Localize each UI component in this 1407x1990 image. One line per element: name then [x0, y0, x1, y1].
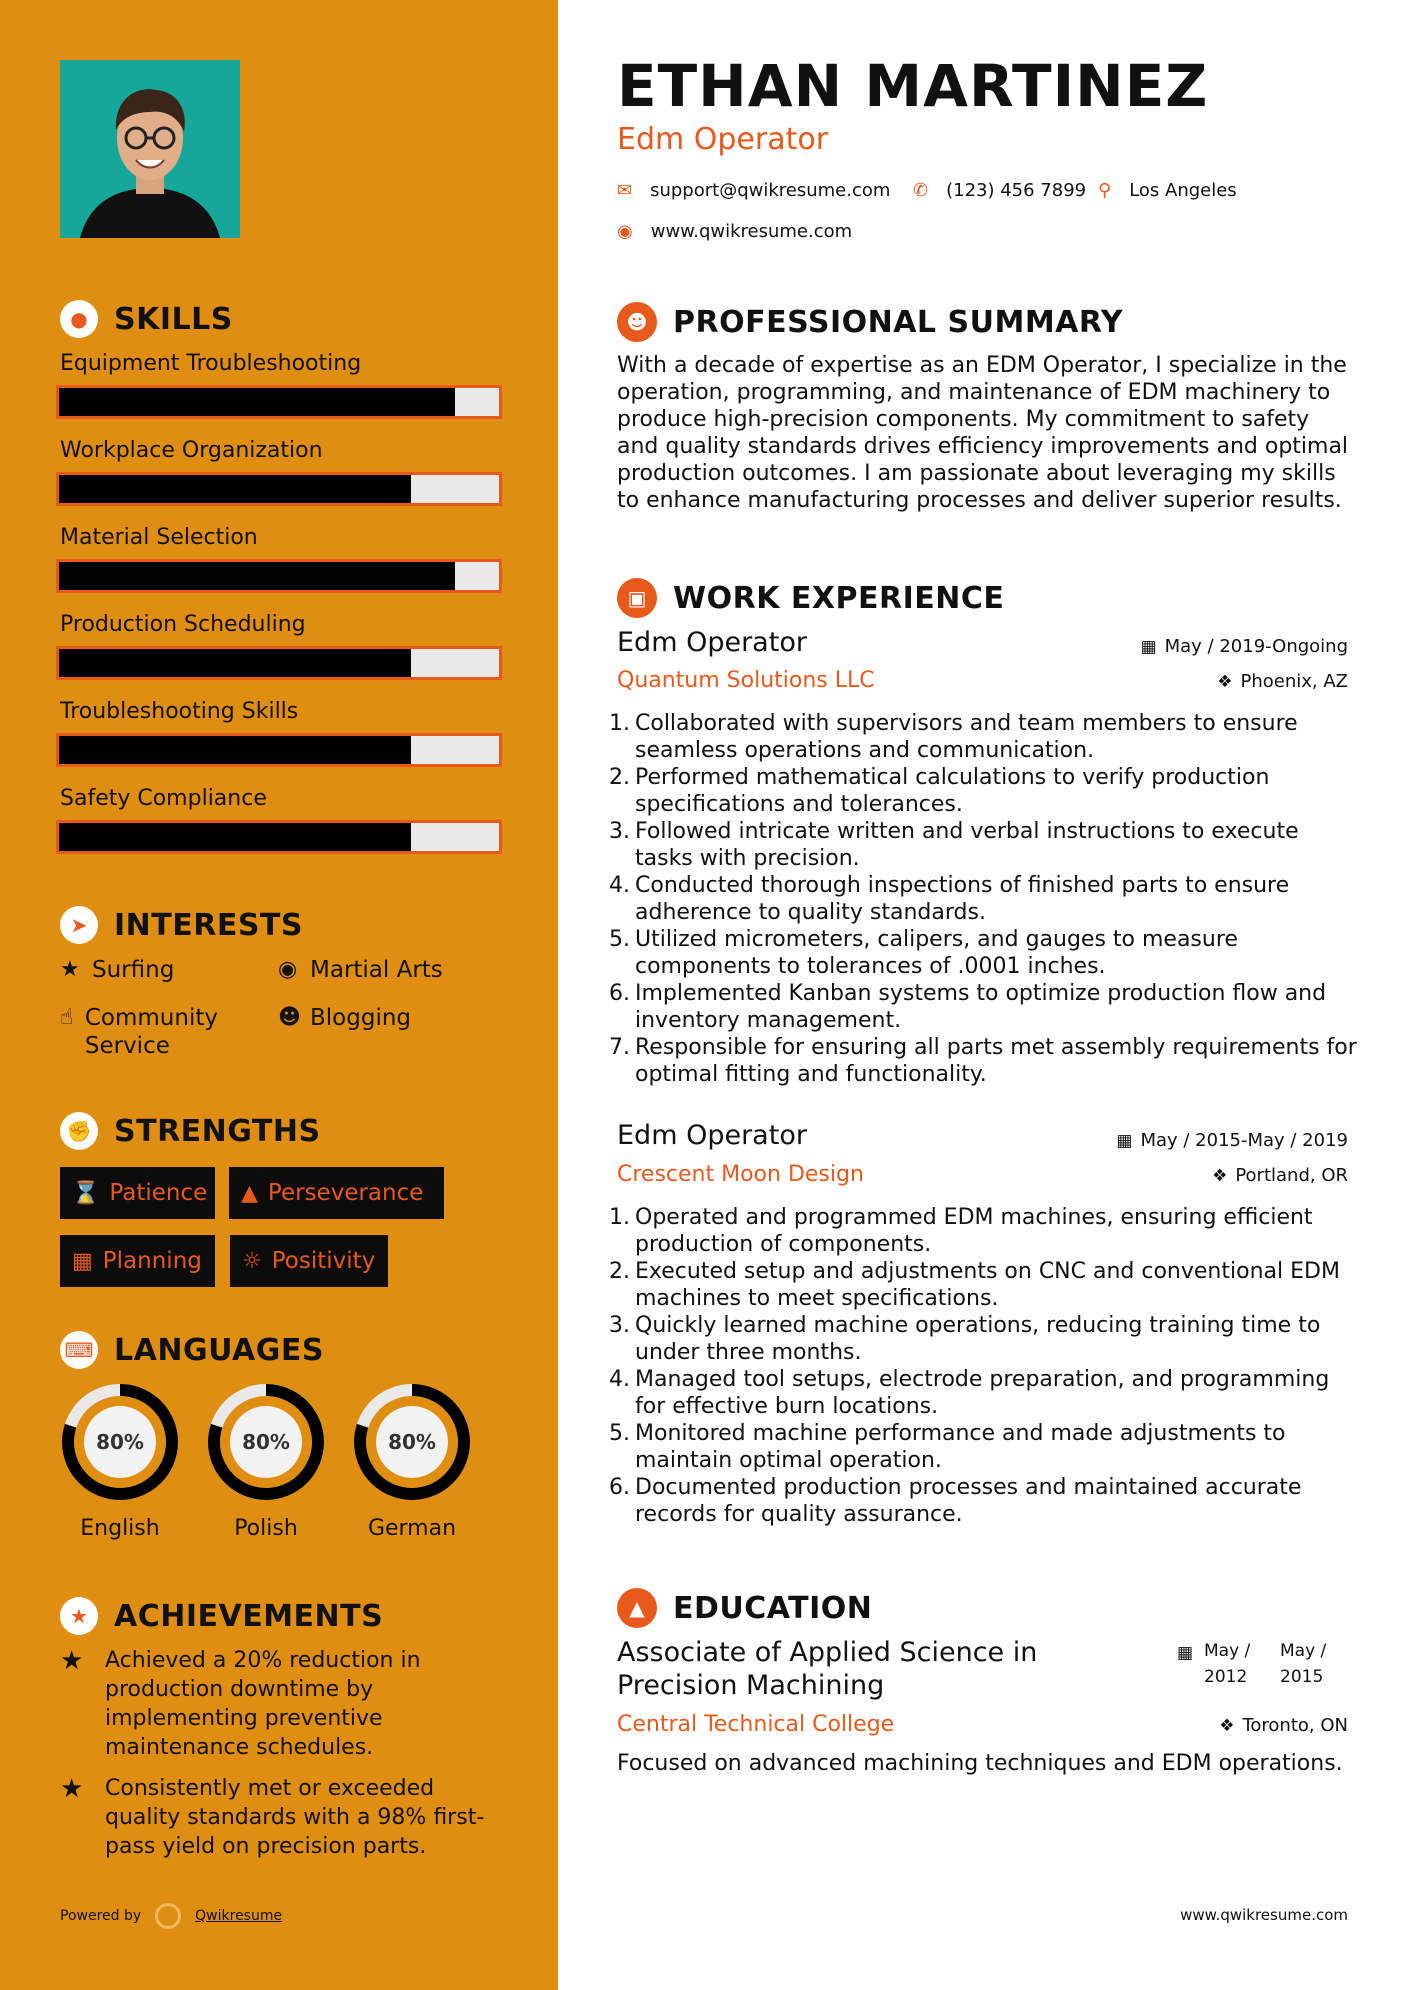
profile-photo	[60, 60, 240, 238]
globe-icon: ◉	[617, 221, 633, 242]
envelope-icon: ✉	[617, 180, 633, 201]
contact-location	[1098, 180, 1237, 201]
users-icon: ☻	[278, 1005, 301, 1030]
duty-item: Performed mathematical calculations to verify production specifications and tolerances.	[635, 765, 1270, 817]
strength-badge	[60, 1235, 215, 1287]
language-name: German	[367, 1516, 457, 1541]
language-percent: 80%	[388, 1430, 436, 1454]
phone-icon: ✆	[913, 180, 929, 201]
star-icon: ★	[60, 957, 80, 982]
edu-location	[1219, 1715, 1348, 1736]
skill-label: Safety Compliance	[60, 786, 267, 811]
experience-heading	[617, 578, 1004, 618]
pin-icon: ❖	[1217, 671, 1233, 692]
job-dates	[1141, 636, 1348, 657]
language-percent: 80%	[96, 1430, 144, 1454]
duty-item: Followed intricate written and verbal instructions to execute tasks with precision.	[635, 819, 1299, 871]
job-dates-text: May / 2015-May / 2019	[1140, 1130, 1348, 1151]
duty-item: Executed setup and adjustments on CNC and conventional EDM machines to meet specifications.	[635, 1259, 1340, 1311]
email-text[interactable]: support@qwikresume.com	[650, 180, 891, 201]
strength-badge	[229, 1167, 444, 1219]
job-company: Quantum Solutions LLC	[617, 668, 875, 693]
briefcase-icon: ▣	[617, 578, 657, 618]
sun-icon: ☼	[242, 1248, 262, 1274]
pin-icon: ❖	[1212, 1165, 1228, 1186]
interest-label: Surfing	[92, 957, 175, 983]
experience-title: WORK EXPERIENCE	[673, 580, 1005, 616]
languages-title: LANGUAGES	[114, 1332, 324, 1368]
skill-bar	[56, 472, 502, 506]
shooting-star-icon: ★	[60, 1646, 84, 1676]
skill-bar	[56, 559, 502, 593]
contact-email	[617, 180, 890, 201]
edu-end-date: May / 2015	[1280, 1641, 1327, 1687]
graduation-icon: ▲	[617, 1588, 657, 1628]
language-name: English	[80, 1516, 160, 1541]
powered-by-label: Powered by	[60, 1908, 142, 1924]
shooting-star-icon: ★	[60, 1774, 84, 1804]
fist-icon: ✊	[60, 1112, 98, 1150]
strength-badge	[230, 1235, 388, 1287]
education-heading	[617, 1588, 872, 1628]
degree-title: Associate of Applied Science in Precision Machining	[617, 1637, 1038, 1701]
duty-item: Utilized micrometers, calipers, and gauges to measure components to tolerances of .0001 inches.	[635, 927, 1238, 979]
strength-label: Patience	[109, 1180, 208, 1206]
achievements-title: ACHIEVEMENTS	[114, 1598, 384, 1634]
duty-item: Managed tool setups, electrode preparation, and programming for effective burn locations.	[635, 1367, 1330, 1419]
skill-bar	[56, 385, 502, 419]
job-title: Edm Operator	[617, 627, 807, 658]
language-ring	[350, 1380, 474, 1504]
hand-icon: ☝	[60, 1005, 74, 1030]
interest-label: Community Service	[84, 1005, 218, 1059]
skill-fill	[59, 649, 411, 677]
school-name: Central Technical College	[617, 1712, 895, 1737]
location-text: Los Angeles	[1129, 180, 1237, 201]
calendar-icon: ▦	[72, 1248, 93, 1274]
education-description: Focused on advanced machining techniques and EDM operations.	[617, 1751, 1343, 1776]
language-percent: 80%	[242, 1430, 290, 1454]
star-badge-icon: ★	[60, 1597, 98, 1635]
footer-url[interactable]: www.qwikresume.com	[1180, 1906, 1348, 1924]
languages-heading	[60, 1331, 324, 1369]
strength-label: Planning	[102, 1248, 202, 1274]
skill-bar	[56, 733, 502, 767]
skill-fill	[59, 562, 455, 590]
skills-title: SKILLS	[114, 301, 233, 337]
paper-plane-icon: ➤	[60, 906, 98, 944]
strengths-heading	[60, 1112, 321, 1150]
edu-start-date: May / 2012	[1204, 1641, 1251, 1687]
skill-label: Equipment Troubleshooting	[60, 351, 362, 376]
language-name: Polish	[234, 1516, 298, 1541]
interest-item	[278, 1004, 411, 1032]
skill-bar	[56, 820, 502, 854]
interest-item	[60, 1004, 260, 1060]
calendar-icon: ▦	[1116, 1130, 1133, 1151]
strength-label: Positivity	[271, 1248, 376, 1274]
job-location-text: Portland, OR	[1235, 1165, 1348, 1186]
interest-label: Blogging	[310, 1005, 412, 1031]
skill-fill	[59, 736, 411, 764]
candidate-role: Edm Operator	[617, 122, 829, 157]
phone-text: (123) 456 7899	[946, 180, 1087, 201]
language-ring	[204, 1380, 328, 1504]
edu-location-text: Toronto, ON	[1242, 1715, 1348, 1736]
duty-item: Conducted thorough inspections of finished parts to ensure adherence to quality standards.	[635, 873, 1290, 925]
globe-icon: ◉	[278, 957, 298, 982]
qwikresume-logo-icon	[155, 1903, 181, 1929]
hourglass-icon: ⌛	[72, 1180, 100, 1206]
candidate-name: ETHAN MARTINEZ	[617, 52, 1209, 120]
contact-website	[617, 221, 852, 242]
job-duties	[617, 1204, 1357, 1528]
pin-icon: ❖	[1219, 1715, 1235, 1736]
job-location	[1217, 671, 1348, 692]
skill-fill	[59, 823, 411, 851]
user-icon: ☻	[617, 302, 657, 342]
skill-fill	[59, 388, 455, 416]
map-pin-icon: ⚲	[1098, 180, 1112, 201]
skills-heading	[60, 300, 233, 338]
interests-title: INTERESTS	[114, 907, 303, 943]
website-text[interactable]: www.qwikresume.com	[650, 221, 853, 242]
skill-label: Workplace Organization	[60, 438, 323, 463]
interest-item	[278, 956, 443, 984]
strength-label: Perseverance	[267, 1180, 424, 1206]
lightbulb-icon: ●	[60, 300, 98, 338]
achievement-text: Consistently met or exceeded quality standards with a 98% first-pass yield on precision parts.	[105, 1776, 485, 1859]
skill-label: Material Selection	[60, 525, 258, 550]
duty-item: Operated and programmed EDM machines, ensuring efficient production of components.	[635, 1205, 1313, 1257]
skill-bar	[56, 646, 502, 680]
job-dates-text: May / 2019-Ongoing	[1164, 636, 1348, 657]
language-icon: ⌨	[60, 1331, 98, 1369]
contact-phone	[913, 180, 1086, 201]
calendar-icon: ▦	[1140, 636, 1157, 657]
calendar-icon: ▦	[1177, 1643, 1194, 1663]
strengths-title: STRENGTHS	[114, 1113, 321, 1149]
achievement-item	[60, 1774, 500, 1861]
interest-label: Martial Arts	[310, 957, 443, 983]
duty-item: Collaborated with supervisors and team members to ensure seamless operations and communication.	[635, 711, 1298, 763]
duty-item: Monitored machine performance and made adjustments to maintain optimal operation.	[635, 1421, 1286, 1473]
powered-by	[60, 1903, 282, 1929]
summary-text: With a decade of expertise as an EDM Operator, I specialize in the operation, programming, and maintenance of EDM machinery to produce high-precision components. My commitment to safety and quality standards drives efficiency improvements and optimal production outcomes. I am passionate about leveraging my skills to enhance manufacturing processes and deliver superior results.	[617, 353, 1349, 513]
achievements-heading	[60, 1597, 383, 1635]
job-company: Crescent Moon Design	[617, 1162, 864, 1187]
duty-item: Responsible for ensuring all parts met assembly requirements for optimal fitting and functionality.	[635, 1035, 1357, 1087]
achievement-item	[60, 1646, 500, 1762]
achievement-text: Achieved a 20% reduction in production downtime by implementing preventive maintenance schedules.	[105, 1648, 421, 1760]
strength-badge	[60, 1167, 215, 1219]
road-icon: ▲	[241, 1180, 258, 1206]
skill-fill	[59, 475, 411, 503]
job-dates	[1116, 1130, 1348, 1151]
education-title: EDUCATION	[673, 1590, 873, 1626]
job-title: Edm Operator	[617, 1120, 807, 1151]
duty-item: Implemented Kanban systems to optimize production flow and inventory management.	[635, 981, 1327, 1033]
summary-title: PROFESSIONAL SUMMARY	[673, 304, 1124, 340]
duty-item: Documented production processes and maintained accurate records for quality assurance.	[635, 1475, 1302, 1527]
job-location-text: Phoenix, AZ	[1240, 671, 1348, 692]
qwikresume-link[interactable]: Qwikresume	[195, 1908, 283, 1924]
job-duties	[617, 710, 1357, 1088]
sidebar	[0, 0, 558, 1990]
interests-heading	[60, 906, 303, 944]
summary-heading	[617, 302, 1123, 342]
job-location	[1212, 1165, 1348, 1186]
skill-label: Troubleshooting Skills	[60, 699, 299, 724]
skill-label: Production Scheduling	[60, 612, 306, 637]
interest-item	[60, 956, 174, 984]
duty-item: Quickly learned machine operations, reducing training time to under three months.	[635, 1313, 1321, 1365]
language-ring	[58, 1380, 182, 1504]
